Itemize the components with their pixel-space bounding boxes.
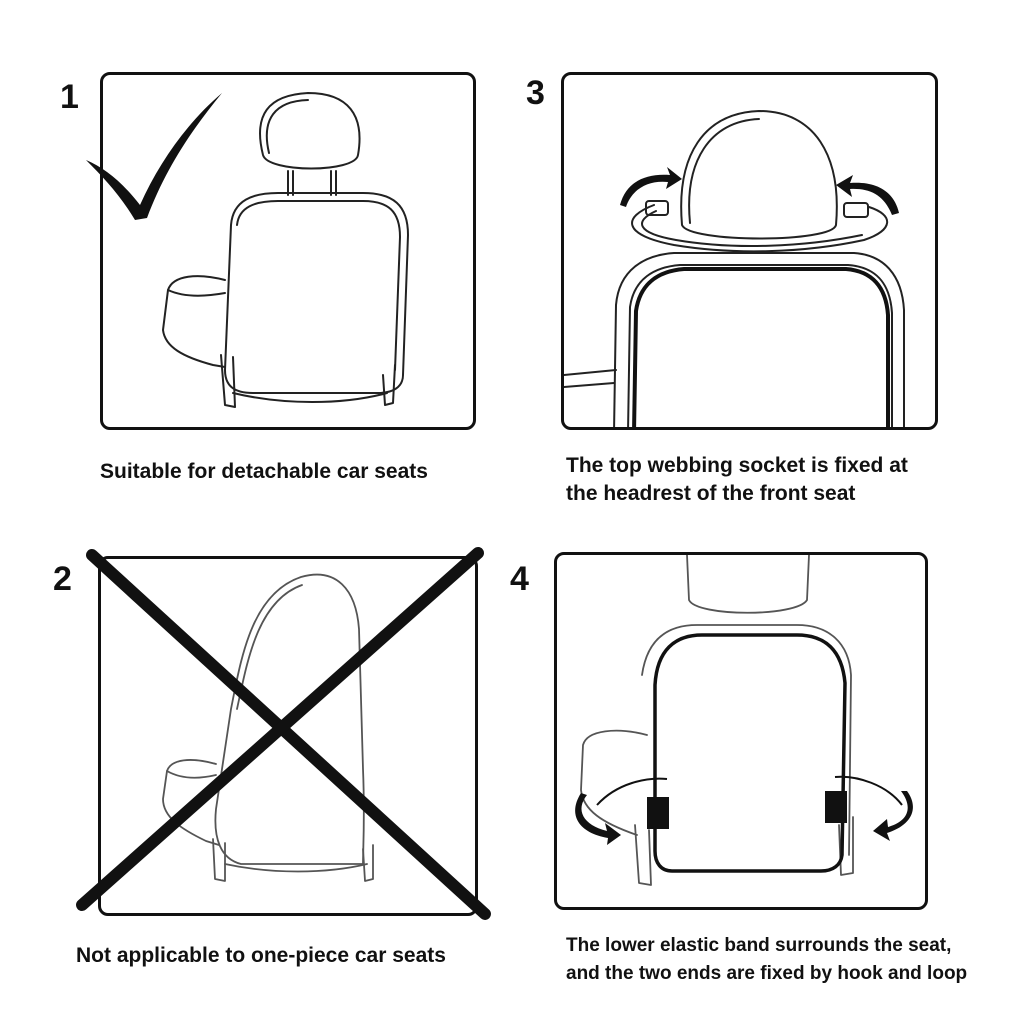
step-4-caption <box>566 932 967 987</box>
step-4-caption-line-2: and the two ends are fixed by hook and loop <box>566 962 968 984</box>
step-1-caption-line: Suitable for detachable car seats <box>100 460 428 483</box>
step-2-panel <box>98 556 478 916</box>
step-3-number: 3 <box>526 74 545 112</box>
detachable-seat-illustration <box>103 75 476 430</box>
step-4-caption-line-1: The lower elastic band surrounds the seat, <box>566 935 952 956</box>
one-piece-seat-illustration <box>101 559 478 916</box>
step-2-caption <box>76 942 446 970</box>
step-1-caption <box>100 458 428 486</box>
step-3-panel <box>561 72 938 430</box>
step-3-caption-line-1: The top webbing socket is fixed at <box>566 454 908 477</box>
step-1-panel <box>100 72 476 430</box>
headrest-strap-illustration <box>564 75 938 430</box>
lower-band-illustration <box>557 555 928 910</box>
step-2-caption-line: Not applicable to one-piece car seats <box>76 944 446 967</box>
step-4-number: 4 <box>510 560 529 598</box>
step-3-caption <box>566 452 908 509</box>
step-3-caption-line-2: the headrest of the front seat <box>566 482 856 506</box>
step-4-panel <box>554 552 928 910</box>
step-2-number: 2 <box>53 560 72 598</box>
step-1-number: 1 <box>60 78 79 116</box>
